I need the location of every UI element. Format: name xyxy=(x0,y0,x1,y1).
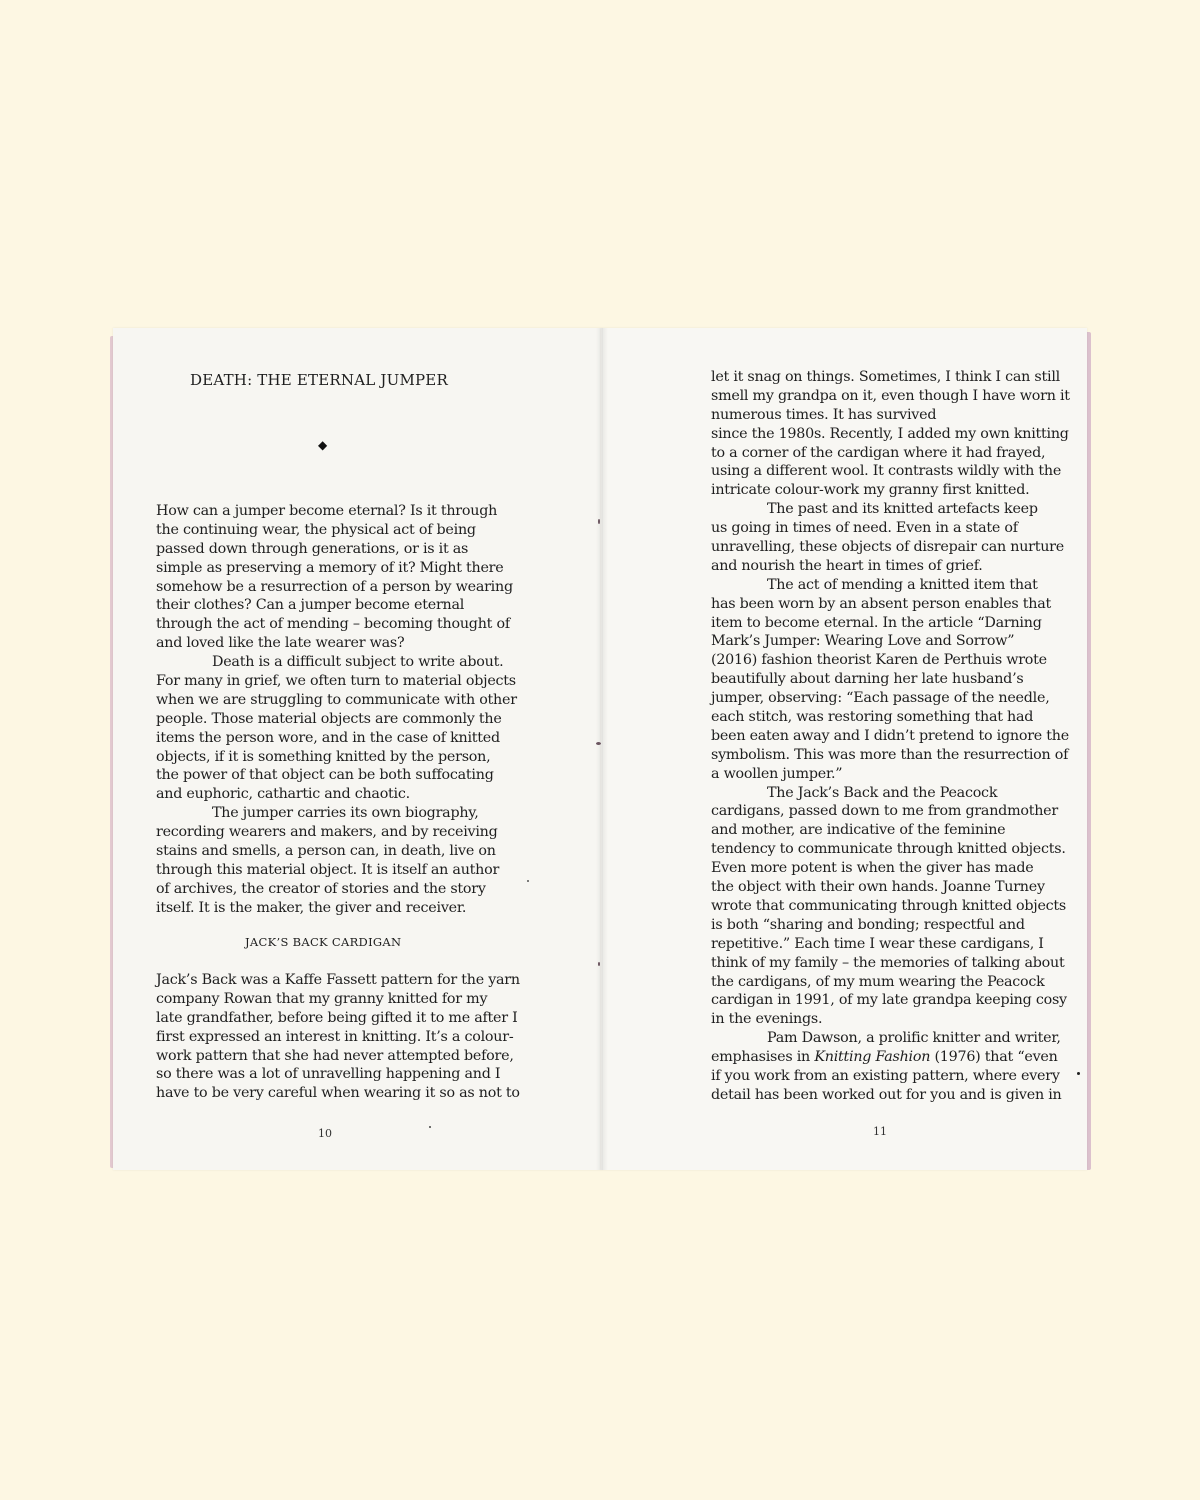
chapter-title: DEATH: THE ETERNAL JUMPER xyxy=(190,371,448,389)
text-line: been eaten away and I didn’t pretend to ignore the xyxy=(711,727,1069,744)
text-line: and euphoric, cathartic and chaotic. xyxy=(156,786,410,803)
text-line: jumper, observing: “Each passage of the needle, xyxy=(711,690,1050,707)
paper-speck xyxy=(527,880,529,882)
text-line: first expressed an interest in knitting. It’s a colour- xyxy=(156,1028,514,1045)
text-line: of archives, the creator of stories and the story xyxy=(156,880,486,897)
text-line: think of my family – the memories of talking about xyxy=(711,954,1065,971)
paper-speck xyxy=(598,519,600,524)
text-line: and nourish the heart in times of grief. xyxy=(711,557,983,574)
text-fragment: (1976) that “even xyxy=(930,1049,1058,1066)
text-line: stains and smells, a person can, in death, live on xyxy=(156,843,496,860)
text-line: passed down through generations, or is it as xyxy=(156,540,469,557)
text-line: in the evenings. xyxy=(711,1011,823,1028)
text-line: symbolism. This was more than the resurrection of xyxy=(711,746,1069,763)
text-line: a woollen jumper.” xyxy=(711,765,843,782)
text-line: For many in grief, we often turn to material objects xyxy=(156,673,516,690)
page-number-right: 11 xyxy=(873,1125,887,1138)
text-line: smell my grandpa on it, even though I have worn it xyxy=(711,387,1070,404)
text-line: tendency to communicate through knitted objects. xyxy=(711,841,1066,858)
text-line: the power of that object can be both suffocating xyxy=(156,767,494,784)
text-line: us going in times of need. Even in a state of xyxy=(711,520,1018,537)
section-subheading: JACK’S BACK CARDIGAN xyxy=(245,935,402,949)
text-line: repetitive.” Each time I wear these cardigans, I xyxy=(711,935,1044,952)
text-line: to a corner of the cardigan where it had frayed, xyxy=(711,444,1046,461)
text-line: The act of mending a knitted item that xyxy=(767,576,1038,593)
text-line: is both “sharing and bonding; respectful and xyxy=(711,916,1025,933)
text-line: numerous times. It has survived xyxy=(711,406,937,423)
paper-speck xyxy=(429,1126,431,1128)
text-line: since the 1980s. Recently, I added my own knitting xyxy=(711,425,1069,442)
text-line: itself. It is the maker, the giver and receiver. xyxy=(156,899,467,916)
text-line: The past and its knitted artefacts keep xyxy=(767,501,1038,518)
text-line: cardigans, passed down to me from grandmother xyxy=(711,803,1058,820)
text-line: each stitch, was restoring something that had xyxy=(711,709,1034,726)
text-line: and loved like the late wearer was? xyxy=(156,635,405,652)
section-text xyxy=(156,971,520,1103)
text-line: late grandfather, before being gifted it to me after I xyxy=(156,1009,518,1026)
text-line: using a different wool. It contrasts wildly with the xyxy=(711,463,1062,480)
right-page-text xyxy=(711,368,1070,1105)
book-gutter xyxy=(596,328,608,1170)
diamond-ornament-icon: ◆ xyxy=(318,438,328,452)
text-line: company Rowan that my granny knitted for my xyxy=(156,990,488,1007)
text-line: their clothes? Can a jumper become eternal xyxy=(156,597,465,614)
text-line: somehow be a resurrection of a person by wearing xyxy=(156,578,513,595)
text-line: simple as preserving a memory of it? Might there xyxy=(156,559,504,576)
text-line: through the act of mending – becoming thought of xyxy=(156,616,510,633)
text-line: through this material object. It is itself an author xyxy=(156,861,500,878)
intro-text xyxy=(156,502,517,918)
text-line: have to be very careful when wearing it so as not to xyxy=(156,1085,520,1102)
text-line: items the person wore, and in the case of knitted xyxy=(156,729,500,746)
paper-speck xyxy=(1077,1072,1080,1075)
text-line: Mark’s Jumper: Wearing Love and Sorrow” xyxy=(711,633,1015,650)
text-line: unravelling, these objects of disrepair can nurture xyxy=(711,539,1064,556)
text-fragment: emphasises in xyxy=(711,1049,815,1066)
text-line: wrote that communicating through knitted objects xyxy=(711,897,1067,914)
text-line: objects, if it is something knitted by the person, xyxy=(156,748,491,765)
paper-speck xyxy=(598,962,600,966)
text-line: when we are struggling to communicate with other xyxy=(156,691,517,708)
text-line: cardigan in 1991, of my late grandpa keeping cosy xyxy=(711,992,1067,1009)
text-line: let it snag on things. Sometimes, I think I can still xyxy=(711,369,1060,385)
text-line: so there was a lot of unravelling happening and I xyxy=(156,1066,501,1083)
text-line: detail has been worked out for you and is given in xyxy=(711,1086,1062,1103)
text-line: item to become eternal. In the article “Darning xyxy=(711,614,1042,631)
text-line: if you work from an existing pattern, where every xyxy=(711,1067,1060,1084)
text-line-emphasis xyxy=(711,1048,1070,1067)
text-line: Jack’s Back was a Kaffe Fassett pattern for the yarn xyxy=(156,972,520,988)
text-line: people. Those material objects are commonly the xyxy=(156,710,502,727)
text-line: Death is a difficult subject to write about. xyxy=(212,654,504,671)
text-line: the cardigans, of my mum wearing the Peacock xyxy=(711,973,1045,990)
text-line: and mother, are indicative of the feminine xyxy=(711,822,1006,839)
text-line: intricate colour-work my granny first knitted. xyxy=(711,482,1030,499)
text-line: work pattern that she had never attempted before, xyxy=(156,1047,514,1064)
text-line: the object with their own hands. Joanne Turney xyxy=(711,879,1045,896)
text-line: Pam Dawson, a prolific knitter and writer, xyxy=(767,1030,1061,1047)
text-line: How can a jumper become eternal? Is it through xyxy=(156,503,498,519)
page-number-left: 10 xyxy=(318,1127,332,1140)
text-line: The Jack’s Back and the Peacock xyxy=(767,784,998,801)
text-line: (2016) fashion theorist Karen de Perthuis wrote xyxy=(711,652,1047,669)
text-line: beautifully about darning her late husband’s xyxy=(711,671,1024,688)
paper-speck xyxy=(596,742,601,745)
text-line: The jumper carries its own biography, xyxy=(212,805,479,822)
text-line: has been worn by an absent person enables that xyxy=(711,595,1052,612)
text-line: recording wearers and makers, and by receiving xyxy=(156,824,498,841)
text-line: Even more potent is when the giver has made xyxy=(711,860,1034,877)
book-title-italic: Knitting Fashion xyxy=(814,1049,931,1066)
text-line: the continuing wear, the physical act of being xyxy=(156,521,476,538)
